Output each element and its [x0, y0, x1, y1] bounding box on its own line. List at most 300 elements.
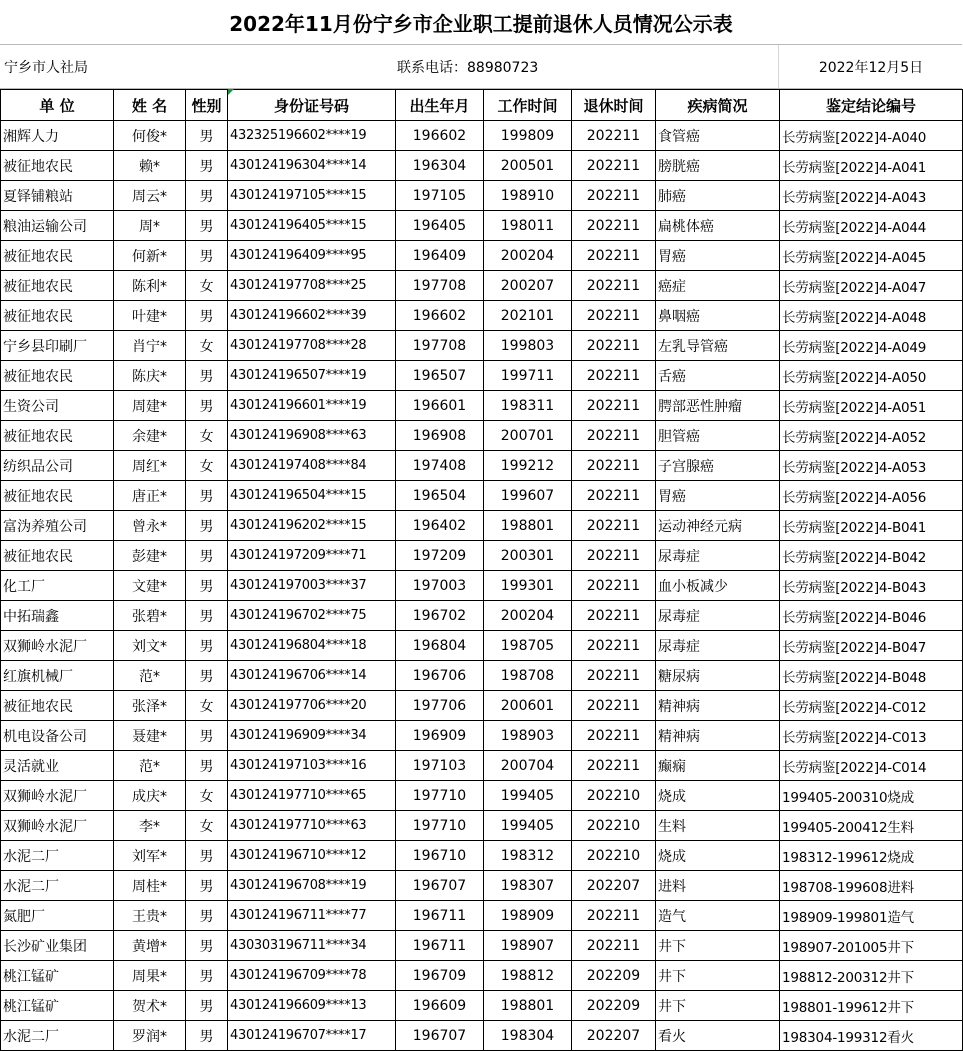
cell-unit: 湘辉人力 [1, 121, 114, 151]
cell-name: 李* [114, 811, 186, 841]
cell-retire-date: 202211 [572, 271, 656, 301]
cell-disease: 精神病 [656, 691, 780, 721]
cell-retire-date: 202211 [572, 331, 656, 361]
cell-retire-date: 202211 [572, 361, 656, 391]
cell-disease: 胆管癌 [656, 421, 780, 451]
cell-disease: 肺癌 [656, 181, 780, 211]
cell-disease: 烧成 [656, 781, 780, 811]
cell-id-number: 430124196405****15 [228, 211, 396, 241]
cell-birth-month: 197105 [396, 181, 484, 211]
cell-unit: 被征地农民 [1, 691, 114, 721]
cell-retire-date: 202211 [572, 631, 656, 661]
cell-unit: 被征地农民 [1, 271, 114, 301]
cell-gender: 男 [186, 931, 228, 961]
cell-name: 张泽* [114, 691, 186, 721]
cell-retire-date: 202211 [572, 301, 656, 331]
cell-retire-date: 202211 [572, 661, 656, 691]
cell-disease: 看火 [656, 1021, 780, 1051]
cell-birth-month: 197706 [396, 691, 484, 721]
cell-work-start: 199803 [484, 331, 572, 361]
cell-name: 何俊* [114, 121, 186, 151]
cell-disease: 膀胱癌 [656, 151, 780, 181]
header-gender: 性别 [186, 90, 228, 121]
cell-retire-date: 202211 [572, 241, 656, 271]
cell-disease: 井下 [656, 961, 780, 991]
cell-birth-month: 196405 [396, 211, 484, 241]
cell-name: 赖* [114, 151, 186, 181]
cell-birth-month: 196409 [396, 241, 484, 271]
cell-disease: 鼻咽癌 [656, 301, 780, 331]
cell-work-start: 198903 [484, 721, 572, 751]
cell-retire-date: 202211 [572, 211, 656, 241]
cell-disease: 进料 [656, 871, 780, 901]
table-row [1, 211, 963, 241]
table-row [1, 991, 963, 1021]
table-row [1, 871, 963, 901]
cell-name: 陈庆* [114, 361, 186, 391]
cell-comment-marker [228, 89, 234, 95]
cell-id-number: 430124196601****19 [228, 391, 396, 421]
cell-conclusion-code: 长劳病鉴[2022]4-A052 [780, 421, 963, 451]
cell-work-start: 199405 [484, 781, 572, 811]
cell-work-start: 198307 [484, 871, 572, 901]
cell-id-number: 430124197708****25 [228, 271, 396, 301]
cell-name: 聂建* [114, 721, 186, 751]
cell-disease: 舌癌 [656, 361, 780, 391]
cell-disease: 生料 [656, 811, 780, 841]
cell-work-start: 198304 [484, 1021, 572, 1051]
cell-retire-date: 202211 [572, 451, 656, 481]
cell-retire-date: 202211 [572, 931, 656, 961]
cell-id-number: 430124196507****19 [228, 361, 396, 391]
cell-unit: 纺织品公司 [1, 451, 114, 481]
cell-work-start: 198910 [484, 181, 572, 211]
table-row [1, 541, 963, 571]
table-row [1, 691, 963, 721]
table-row [1, 661, 963, 691]
cell-unit: 生资公司 [1, 391, 114, 421]
cell-disease: 造气 [656, 901, 780, 931]
cell-retire-date: 202211 [572, 151, 656, 181]
cell-unit: 双狮岭水泥厂 [1, 811, 114, 841]
cell-disease: 尿毒症 [656, 601, 780, 631]
cell-name: 周果* [114, 961, 186, 991]
cell-name: 周建* [114, 391, 186, 421]
cell-work-start: 200301 [484, 541, 572, 571]
cell-unit: 双狮岭水泥厂 [1, 631, 114, 661]
cell-conclusion-code: 长劳病鉴[2022]4-A048 [780, 301, 963, 331]
cell-retire-date: 202211 [572, 691, 656, 721]
cell-id-number: 430124196708****19 [228, 871, 396, 901]
cell-unit: 被征地农民 [1, 301, 114, 331]
cell-birth-month: 196507 [396, 361, 484, 391]
cell-disease: 井下 [656, 991, 780, 1021]
cell-id-number: 430124196909****34 [228, 721, 396, 751]
table-row [1, 241, 963, 271]
cell-work-start: 200704 [484, 751, 572, 781]
cell-gender: 男 [186, 1021, 228, 1051]
cell-birth-month: 197710 [396, 781, 484, 811]
cell-birth-month: 196707 [396, 871, 484, 901]
table-row [1, 931, 963, 961]
header-conclusion-code: 鉴定结论编号 [780, 90, 963, 121]
cell-disease: 血小板减少 [656, 571, 780, 601]
cell-retire-date: 202211 [572, 901, 656, 931]
cell-birth-month: 196709 [396, 961, 484, 991]
cell-gender: 男 [186, 571, 228, 601]
table-row [1, 451, 963, 481]
cell-disease: 精神病 [656, 721, 780, 751]
cell-retire-date: 202211 [572, 751, 656, 781]
cell-unit: 宁乡县印刷厂 [1, 331, 114, 361]
cell-gender: 男 [186, 751, 228, 781]
cell-birth-month: 196804 [396, 631, 484, 661]
cell-retire-date: 202211 [572, 511, 656, 541]
cell-conclusion-code: 198304-199312看火 [780, 1021, 963, 1051]
cell-work-start: 198705 [484, 631, 572, 661]
cell-conclusion-code: 长劳病鉴[2022]4-B042 [780, 541, 963, 571]
cell-name: 黄增* [114, 931, 186, 961]
table-row [1, 781, 963, 811]
cell-disease: 胃癌 [656, 241, 780, 271]
cell-retire-date: 202211 [572, 721, 656, 751]
cell-unit: 灵活就业 [1, 751, 114, 781]
cell-birth-month: 197103 [396, 751, 484, 781]
cell-id-number: 430124197710****65 [228, 781, 396, 811]
cell-unit: 被征地农民 [1, 151, 114, 181]
cell-work-start: 202101 [484, 301, 572, 331]
cell-id-number: 430124196304****14 [228, 151, 396, 181]
cell-unit: 双狮岭水泥厂 [1, 781, 114, 811]
cell-gender: 男 [186, 721, 228, 751]
cell-gender: 男 [186, 961, 228, 991]
cell-birth-month: 196504 [396, 481, 484, 511]
cell-retire-date: 202209 [572, 961, 656, 991]
cell-name: 彭建* [114, 541, 186, 571]
table-row [1, 751, 963, 781]
cell-name: 张碧* [114, 601, 186, 631]
header-retire-date: 退休时间 [572, 90, 656, 121]
cell-conclusion-code: 198312-199612烧成 [780, 841, 963, 871]
cell-retire-date: 202211 [572, 601, 656, 631]
issuing-organization: 宁乡市人社局 [4, 59, 88, 76]
cell-work-start: 200501 [484, 151, 572, 181]
cell-gender: 男 [186, 301, 228, 331]
info-row [0, 45, 962, 89]
cell-birth-month: 196609 [396, 991, 484, 1021]
cell-retire-date: 202211 [572, 121, 656, 151]
cell-conclusion-code: 长劳病鉴[2022]4-A050 [780, 361, 963, 391]
cell-retire-date: 202211 [572, 421, 656, 451]
cell-birth-month: 196909 [396, 721, 484, 751]
table-row [1, 901, 963, 931]
cell-unit: 被征地农民 [1, 481, 114, 511]
header-birth-month: 出生年月 [396, 90, 484, 121]
cell-id-number: 430124196804****18 [228, 631, 396, 661]
cell-disease: 井下 [656, 931, 780, 961]
cell-conclusion-code: 长劳病鉴[2022]4-A051 [780, 391, 963, 421]
cell-gender: 男 [186, 541, 228, 571]
header-id-number: 身份证号码 [228, 90, 396, 121]
cell-conclusion-code: 长劳病鉴[2022]4-B047 [780, 631, 963, 661]
table-row [1, 601, 963, 631]
table-row [1, 841, 963, 871]
cell-unit: 被征地农民 [1, 361, 114, 391]
cell-work-start: 198812 [484, 961, 572, 991]
cell-conclusion-code: 198801-199612井下 [780, 991, 963, 1021]
table-row [1, 271, 963, 301]
cell-retire-date: 202211 [572, 571, 656, 601]
cell-unit: 化工厂 [1, 571, 114, 601]
cell-work-start: 198801 [484, 511, 572, 541]
cell-name: 刘文* [114, 631, 186, 661]
cell-birth-month: 196711 [396, 901, 484, 931]
header-name: 姓 名 [114, 90, 186, 121]
cell-name: 曾永* [114, 511, 186, 541]
cell-conclusion-code: 198708-199608进料 [780, 871, 963, 901]
cell-unit: 机电设备公司 [1, 721, 114, 751]
table-row [1, 181, 963, 211]
cell-conclusion-code: 长劳病鉴[2022]4-A045 [780, 241, 963, 271]
cell-work-start: 200701 [484, 421, 572, 451]
cell-id-number: 430124197103****16 [228, 751, 396, 781]
cell-unit: 氮肥厂 [1, 901, 114, 931]
cell-gender: 女 [186, 451, 228, 481]
cell-gender: 男 [186, 121, 228, 151]
cell-disease: 癌症 [656, 271, 780, 301]
cell-birth-month: 197710 [396, 811, 484, 841]
cell-unit: 被征地农民 [1, 421, 114, 451]
cell-disease: 食管癌 [656, 121, 780, 151]
cell-unit: 被征地农民 [1, 241, 114, 271]
cell-conclusion-code: 长劳病鉴[2022]4-C013 [780, 721, 963, 751]
cell-retire-date: 202209 [572, 991, 656, 1021]
cell-id-number: 430124196706****14 [228, 661, 396, 691]
cell-gender: 女 [186, 781, 228, 811]
cell-work-start: 199809 [484, 121, 572, 151]
cell-unit: 中拓瑞鑫 [1, 601, 114, 631]
cell-name: 周云* [114, 181, 186, 211]
cell-name: 王贵* [114, 901, 186, 931]
table-row [1, 361, 963, 391]
cell-gender: 女 [186, 421, 228, 451]
cell-retire-date: 202211 [572, 541, 656, 571]
cell-unit: 粮油运输公司 [1, 211, 114, 241]
cell-name: 周红* [114, 451, 186, 481]
cell-unit: 红旗机械厂 [1, 661, 114, 691]
cell-birth-month: 197408 [396, 451, 484, 481]
table-row [1, 961, 963, 991]
cell-work-start: 198312 [484, 841, 572, 871]
table-row [1, 421, 963, 451]
cell-id-number: 430124196504****15 [228, 481, 396, 511]
cell-unit: 富沩养殖公司 [1, 511, 114, 541]
cell-id-number: 430124196710****12 [228, 841, 396, 871]
cell-name: 周* [114, 211, 186, 241]
cell-conclusion-code: 长劳病鉴[2022]4-B046 [780, 601, 963, 631]
cell-birth-month: 197003 [396, 571, 484, 601]
header-row [1, 90, 963, 121]
cell-retire-date: 202207 [572, 871, 656, 901]
cell-work-start: 199607 [484, 481, 572, 511]
cell-retire-date: 202211 [572, 391, 656, 421]
cell-unit: 水泥二厂 [1, 841, 114, 871]
cell-gender: 男 [186, 511, 228, 541]
cell-conclusion-code: 长劳病鉴[2022]4-A053 [780, 451, 963, 481]
cell-retire-date: 202210 [572, 781, 656, 811]
cell-disease: 腭部恶性肿瘤 [656, 391, 780, 421]
cell-name: 文建* [114, 571, 186, 601]
cell-gender: 男 [186, 901, 228, 931]
cell-name: 罗润* [114, 1021, 186, 1051]
cell-name: 范* [114, 751, 186, 781]
header-work-start: 工作时间 [484, 90, 572, 121]
cell-conclusion-code: 长劳病鉴[2022]4-B041 [780, 511, 963, 541]
cell-gender: 男 [186, 181, 228, 211]
cell-disease: 扁桃体癌 [656, 211, 780, 241]
cell-work-start: 198909 [484, 901, 572, 931]
cell-id-number: 430124196709****78 [228, 961, 396, 991]
publish-date: 2022年12月5日 [778, 45, 963, 88]
cell-disease: 尿毒症 [656, 541, 780, 571]
cell-id-number: 430124196409****95 [228, 241, 396, 271]
cell-disease: 胃癌 [656, 481, 780, 511]
cell-gender: 男 [186, 841, 228, 871]
cell-work-start: 200204 [484, 241, 572, 271]
cell-name: 陈利* [114, 271, 186, 301]
cell-gender: 男 [186, 361, 228, 391]
cell-work-start: 199405 [484, 811, 572, 841]
cell-unit: 夏铎铺粮站 [1, 181, 114, 211]
cell-work-start: 199301 [484, 571, 572, 601]
cell-name: 唐正* [114, 481, 186, 511]
cell-gender: 女 [186, 811, 228, 841]
cell-birth-month: 197209 [396, 541, 484, 571]
cell-name: 成庆* [114, 781, 186, 811]
cell-retire-date: 202210 [572, 841, 656, 871]
cell-gender: 女 [186, 331, 228, 361]
cell-birth-month: 196706 [396, 661, 484, 691]
cell-birth-month: 196601 [396, 391, 484, 421]
cell-birth-month: 196908 [396, 421, 484, 451]
header-unit: 单 位 [1, 90, 114, 121]
cell-unit: 长沙矿业集团 [1, 931, 114, 961]
cell-gender: 女 [186, 691, 228, 721]
contact-phone: 联系电话：88980723 [397, 59, 539, 76]
cell-name: 余建* [114, 421, 186, 451]
cell-work-start: 198907 [484, 931, 572, 961]
cell-gender: 男 [186, 871, 228, 901]
cell-id-number: 430124196908****63 [228, 421, 396, 451]
cell-id-number: 430124197105****15 [228, 181, 396, 211]
cell-conclusion-code: 198907-201005井下 [780, 931, 963, 961]
cell-birth-month: 197708 [396, 271, 484, 301]
cell-retire-date: 202211 [572, 181, 656, 211]
cell-conclusion-code: 长劳病鉴[2022]4-B048 [780, 661, 963, 691]
cell-gender: 女 [186, 271, 228, 301]
cell-name: 范* [114, 661, 186, 691]
cell-id-number: 430124197708****28 [228, 331, 396, 361]
cell-id-number: 430124197710****63 [228, 811, 396, 841]
cell-conclusion-code: 199405-200310烧成 [780, 781, 963, 811]
cell-conclusion-code: 长劳病鉴[2022]4-A043 [780, 181, 963, 211]
cell-id-number: 430124196711****77 [228, 901, 396, 931]
cell-gender: 男 [186, 601, 228, 631]
cell-disease: 运动神经元病 [656, 511, 780, 541]
table-body [1, 121, 963, 1051]
cell-unit: 水泥二厂 [1, 871, 114, 901]
cell-work-start: 199711 [484, 361, 572, 391]
cell-name: 周桂* [114, 871, 186, 901]
table-row [1, 571, 963, 601]
cell-disease: 糖尿病 [656, 661, 780, 691]
cell-gender: 男 [186, 631, 228, 661]
cell-gender: 男 [186, 991, 228, 1021]
cell-conclusion-code: 长劳病鉴[2022]4-A056 [780, 481, 963, 511]
table-row [1, 811, 963, 841]
table-row [1, 721, 963, 751]
cell-birth-month: 196707 [396, 1021, 484, 1051]
cell-disease: 癫痫 [656, 751, 780, 781]
page-title: 2022年11月份宁乡市企业职工提前退休人员情况公示表 [0, 0, 962, 45]
cell-unit: 桃江锰矿 [1, 961, 114, 991]
cell-birth-month: 196711 [396, 931, 484, 961]
cell-id-number: 430124197209****71 [228, 541, 396, 571]
cell-gender: 男 [186, 151, 228, 181]
table-row [1, 151, 963, 181]
table-row [1, 391, 963, 421]
cell-conclusion-code: 长劳病鉴[2022]4-B043 [780, 571, 963, 601]
cell-retire-date: 202210 [572, 811, 656, 841]
cell-conclusion-code: 长劳病鉴[2022]4-A041 [780, 151, 963, 181]
cell-disease: 尿毒症 [656, 631, 780, 661]
cell-unit: 被征地农民 [1, 541, 114, 571]
cell-gender: 男 [186, 661, 228, 691]
cell-name: 刘军* [114, 841, 186, 871]
table-row [1, 481, 963, 511]
cell-work-start: 198801 [484, 991, 572, 1021]
cell-disease: 子宫腺癌 [656, 451, 780, 481]
cell-work-start: 198311 [484, 391, 572, 421]
cell-birth-month: 196602 [396, 301, 484, 331]
cell-name: 叶建* [114, 301, 186, 331]
cell-birth-month: 196304 [396, 151, 484, 181]
cell-birth-month: 196402 [396, 511, 484, 541]
cell-conclusion-code: 长劳病鉴[2022]4-A047 [780, 271, 963, 301]
cell-work-start: 200207 [484, 271, 572, 301]
cell-id-number: 430124197706****20 [228, 691, 396, 721]
cell-id-number: 432325196602****19 [228, 121, 396, 151]
cell-disease: 烧成 [656, 841, 780, 871]
cell-work-start: 200204 [484, 601, 572, 631]
cell-retire-date: 202211 [572, 481, 656, 511]
cell-gender: 男 [186, 211, 228, 241]
table-row [1, 121, 963, 151]
table-row [1, 1021, 963, 1051]
table-row [1, 511, 963, 541]
cell-gender: 男 [186, 241, 228, 271]
table-row [1, 631, 963, 661]
cell-birth-month: 196602 [396, 121, 484, 151]
cell-name: 贺术* [114, 991, 186, 1021]
cell-conclusion-code: 长劳病鉴[2022]4-A049 [780, 331, 963, 361]
cell-work-start: 198011 [484, 211, 572, 241]
cell-id-number: 430124196202****15 [228, 511, 396, 541]
cell-id-number: 430124197408****84 [228, 451, 396, 481]
cell-id-number: 430124197003****37 [228, 571, 396, 601]
cell-work-start: 200601 [484, 691, 572, 721]
cell-conclusion-code: 长劳病鉴[2022]4-A040 [780, 121, 963, 151]
